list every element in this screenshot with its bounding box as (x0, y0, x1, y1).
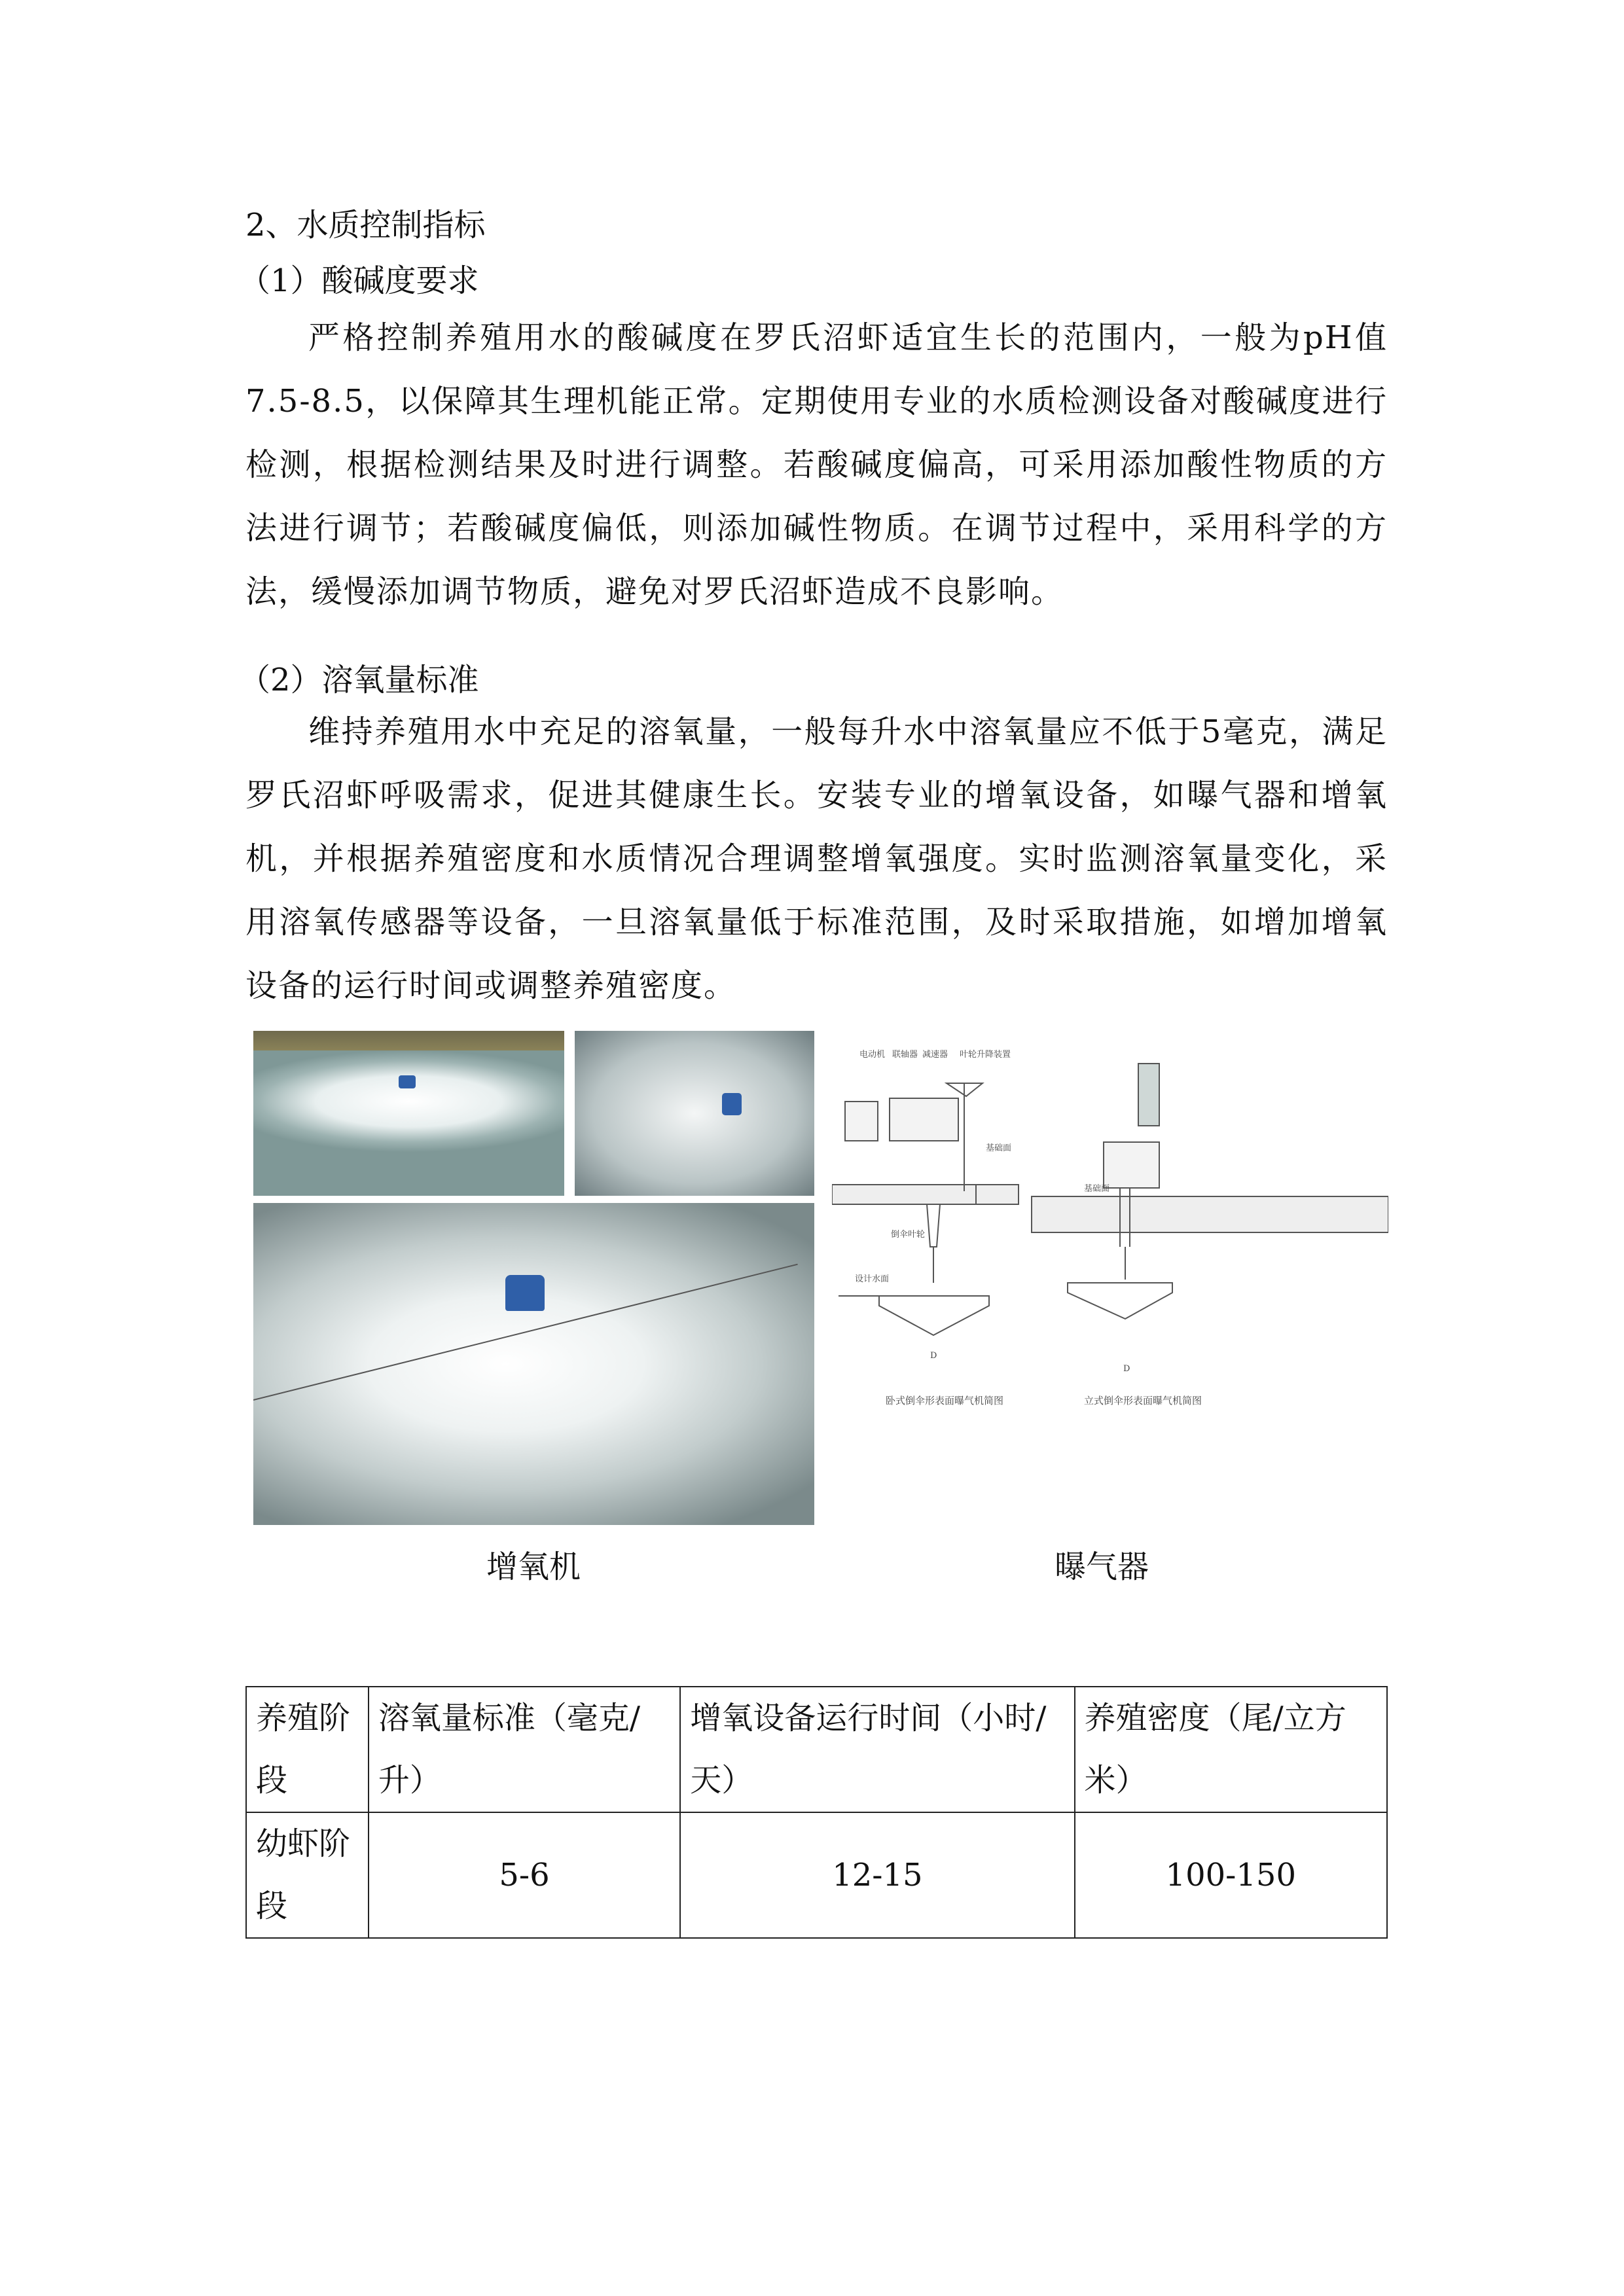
paragraph-ph: 严格控制养殖用水的酸碱度在罗氏沼虾适宜生长的范围内，一般为pH值7.5-8.5，以保障其生理机能正常。定期使用专业的水质检测设备对酸碱度进行检测，根据检测结果及时进行调整。若酸碱度偏高，可采用添加酸性物质的方法进行调节；若酸碱度偏低，则添加碱性物质。在调节过程中，采用科学的方法，缓慢添加调节物质，避免对罗氏沼虾造成不良影响。 (245, 319, 1388, 610)
caption-diffuser: 曝气器 (1055, 1549, 1149, 1585)
cell-oxygen: 5-6 (369, 1812, 680, 1938)
header-oxygen: 溶氧量标准（毫克/升） (369, 1687, 680, 1812)
header-stage: 养殖阶段 (246, 1687, 369, 1812)
aerator-photo-2 (575, 1031, 814, 1196)
caption-horizontal: 卧式倒伞形表面曝气机简图 (886, 1395, 1004, 1407)
label-lift: 叶轮升降装置 (960, 1050, 1011, 1060)
header-density: 养殖密度（尾/立方米） (1075, 1687, 1387, 1812)
label-motor: 电动机 (859, 1050, 886, 1060)
vertical-aerator-diagram (1032, 1064, 1388, 1407)
label-reducer: 减速器 (922, 1050, 948, 1060)
label-water-level: 设计水面 (855, 1274, 890, 1284)
label-d-2: D (1123, 1364, 1130, 1374)
label-coupling: 联轴器 (892, 1050, 918, 1060)
label-base-1: 基础面 (986, 1143, 1012, 1153)
cell-stage: 幼虾阶段 (246, 1812, 369, 1938)
aerator-photo-1 (253, 1031, 564, 1196)
header-runtime: 增氧设备运行时间（小时/天） (680, 1687, 1074, 1812)
label-impeller: 倒伞叶轮 (891, 1230, 926, 1240)
horizontal-aerator-diagram (832, 1049, 1019, 1407)
aerator-diagram (832, 1031, 1388, 1535)
table-row (246, 1812, 1387, 1938)
aerator-photo-main (253, 1203, 814, 1525)
subsection-title-oxygen: （2）溶氧量标准 (239, 662, 479, 698)
table-header-row (246, 1687, 1387, 1812)
cell-runtime: 12-15 (680, 1812, 1074, 1938)
oxygen-table (245, 1686, 1388, 1939)
caption-aerator: 增氧机 (486, 1549, 581, 1585)
label-d-1: D (930, 1351, 937, 1361)
cell-density: 100-150 (1075, 1812, 1387, 1938)
paragraph-oxygen: 维持养殖用水中充足的溶氧量，一般每升水中溶氧量应不低于5毫克，满足罗氏沼虾呼吸需求，促进其健康生长。安装专业的增氧设备，如曝气器和增氧机，并根据养殖密度和水质情况合理调整增氧强度。实时监测溶氧量变化，采用溶氧传感器等设备，一旦溶氧量低于标准范围，及时采取措施，如增加增氧设备的运行时间或调整养殖密度。 (245, 713, 1388, 1004)
caption-vertical: 立式倒伞形表面曝气机简图 (1084, 1395, 1202, 1407)
subsection-title-ph: （1）酸碱度要求 (239, 262, 479, 299)
label-base-2: 基础面 (1084, 1184, 1110, 1194)
section-title: 2、水质控制指标 (245, 207, 486, 243)
